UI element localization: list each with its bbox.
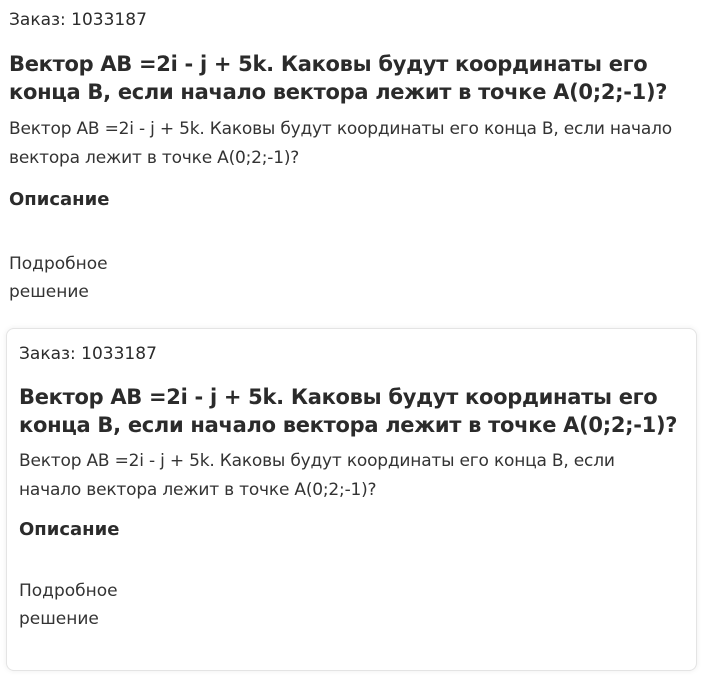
detailed-solution-link[interactable]: Подробное решение xyxy=(19,581,118,629)
description-heading: Описание xyxy=(19,519,120,540)
task-title: Вектор АВ =2i - j + 5k. Каковы будут координаты его конца В, если начало вектора лежит в точке А(0;2;-1)? xyxy=(19,385,678,437)
task-description: Вектор АВ =2i - j + 5k. Каковы будут координаты его конца В, если начало вектора лежит в точке А(0;2;-1)? xyxy=(19,451,615,500)
description-heading: Описание xyxy=(9,189,110,210)
detailed-solution-link[interactable]: Подробное решение xyxy=(9,254,108,302)
order-card-2 xyxy=(6,328,697,671)
order-number: Заказ: 1033187 xyxy=(19,344,157,364)
order-number: Заказ: 1033187 xyxy=(9,10,147,30)
task-title: Вектор АВ =2i - j + 5k. Каковы будут координаты его конца В, если начало вектора лежит в точке А(0;2;-1)? xyxy=(9,52,668,104)
task-description: Вектор АВ =2i - j + 5k. Каковы будут координаты его конца В, если начало вектора лежит в точке А(0;2;-1)? xyxy=(9,119,672,168)
